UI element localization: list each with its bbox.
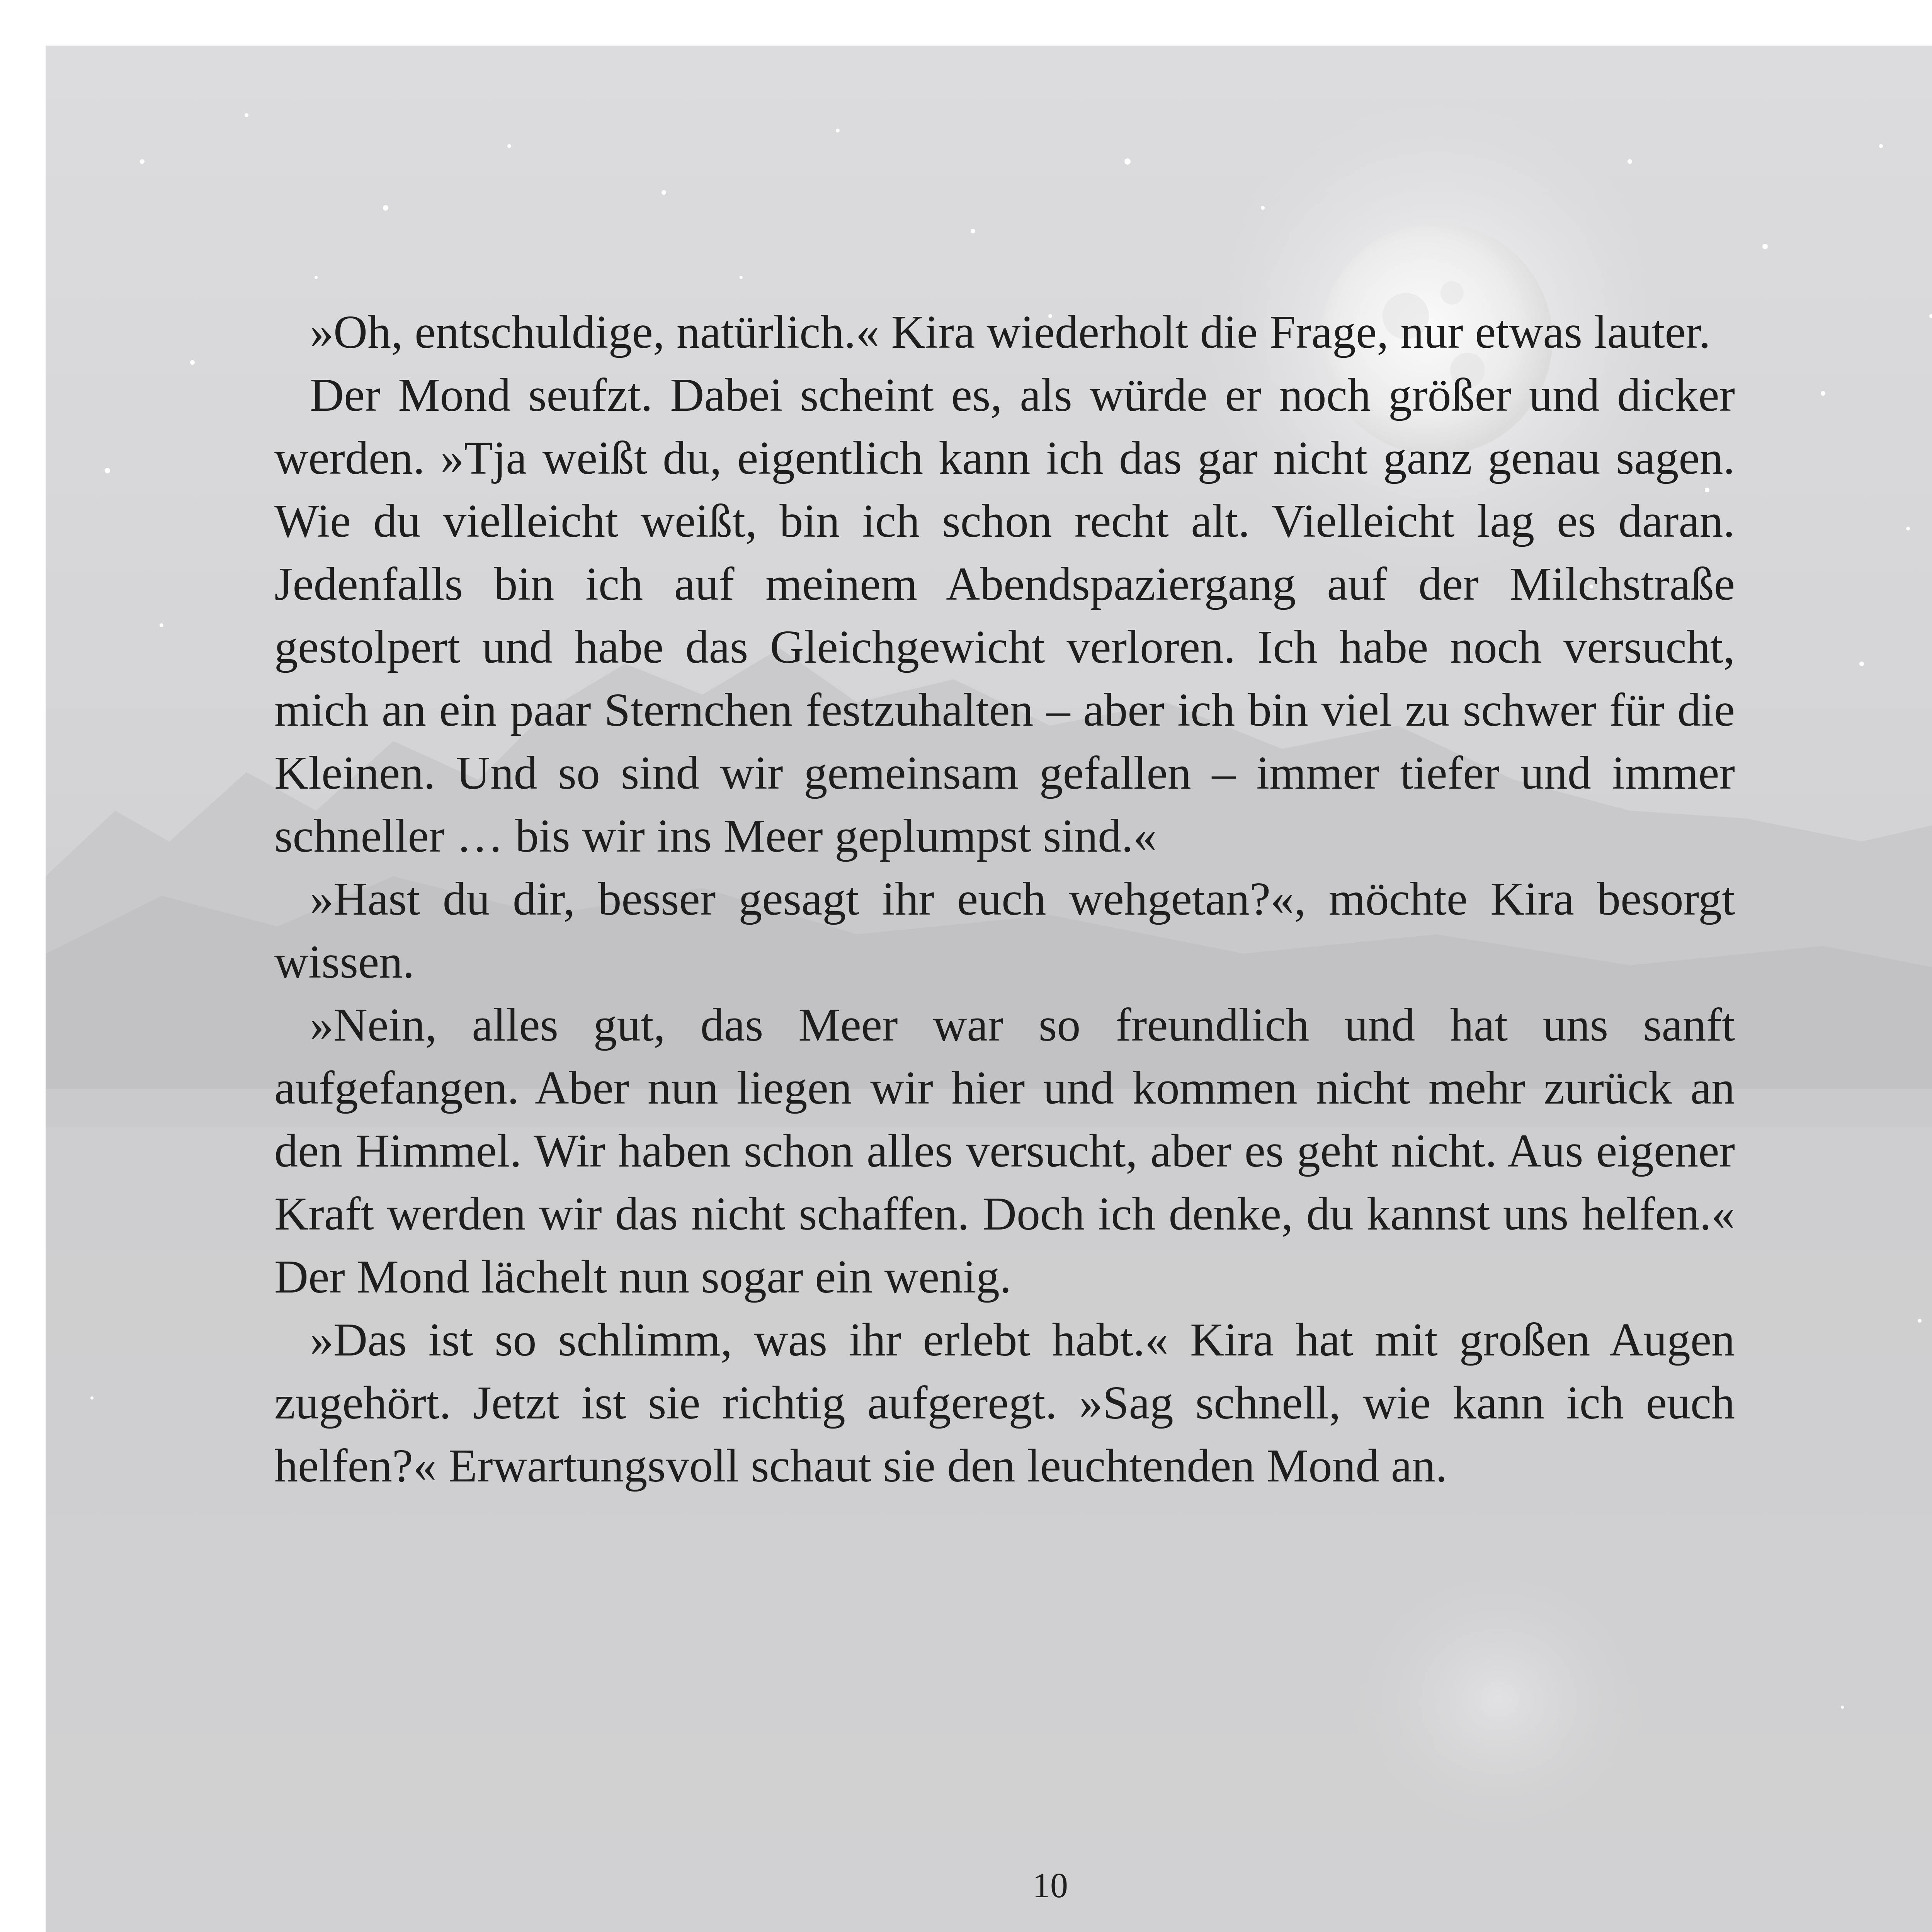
paragraph: Der Mond seufzt. Dabei scheint es, als würde er noch größer und dicker werden. »Tja weißt du, eigentlich kann ich das gar nicht ganz genau sagen. Wie du vielleicht weißt, bin ich schon recht alt. Vielleicht lag es daran. Jedenfalls bin ich auf meinem Abendspaziergang auf der Milchstraße gestolpert und habe das Gleichgewicht verloren. Ich habe noch versucht, mich an ein paar Sternchen festzuhalten – aber ich bin viel zu schwer für die Kleinen. Und so sind wir gemeinsam gefallen – immer tiefer und immer schneller … bis wir ins Meer geplumpst sind.« bbox=[274, 369, 1735, 862]
paragraph: »Das ist so schlimm, was ihr erlebt habt.« Kira hat mit großen Augen zugehört. Jetzt ist sie richtig aufgeregt. »Sag schnell, wie kann ich euch helfen?« Erwartungsvoll schaut sie den leuchtenden Mond an. bbox=[274, 1314, 1735, 1492]
page-number: 10 bbox=[1032, 1866, 1068, 1905]
paragraph: »Hast du dir, besser gesagt ihr euch wehgetan?«, möchte Kira besorgt wissen. bbox=[274, 873, 1735, 988]
moon-reflection bbox=[1336, 1553, 1661, 1846]
book-page bbox=[46, 46, 1932, 1932]
paragraph: »Oh, entschuldige, natürlich.« Kira wiederholt die Frage, nur etwas lauter. bbox=[310, 306, 1711, 358]
paragraph: »Nein, alles gut, das Meer war so freundlich und hat uns sanft aufgefangen. Aber nun liegen wir hier und kommen nicht mehr zurück an den Himmel. Wir haben schon alles versucht, aber es geht nicht. Aus eigener Kraft werden wir das nicht schaffen. Doch ich denke, du kannst uns helfen.« Der Mond lächelt nun sogar ein wenig. bbox=[274, 999, 1735, 1303]
story-text bbox=[274, 301, 1735, 1497]
